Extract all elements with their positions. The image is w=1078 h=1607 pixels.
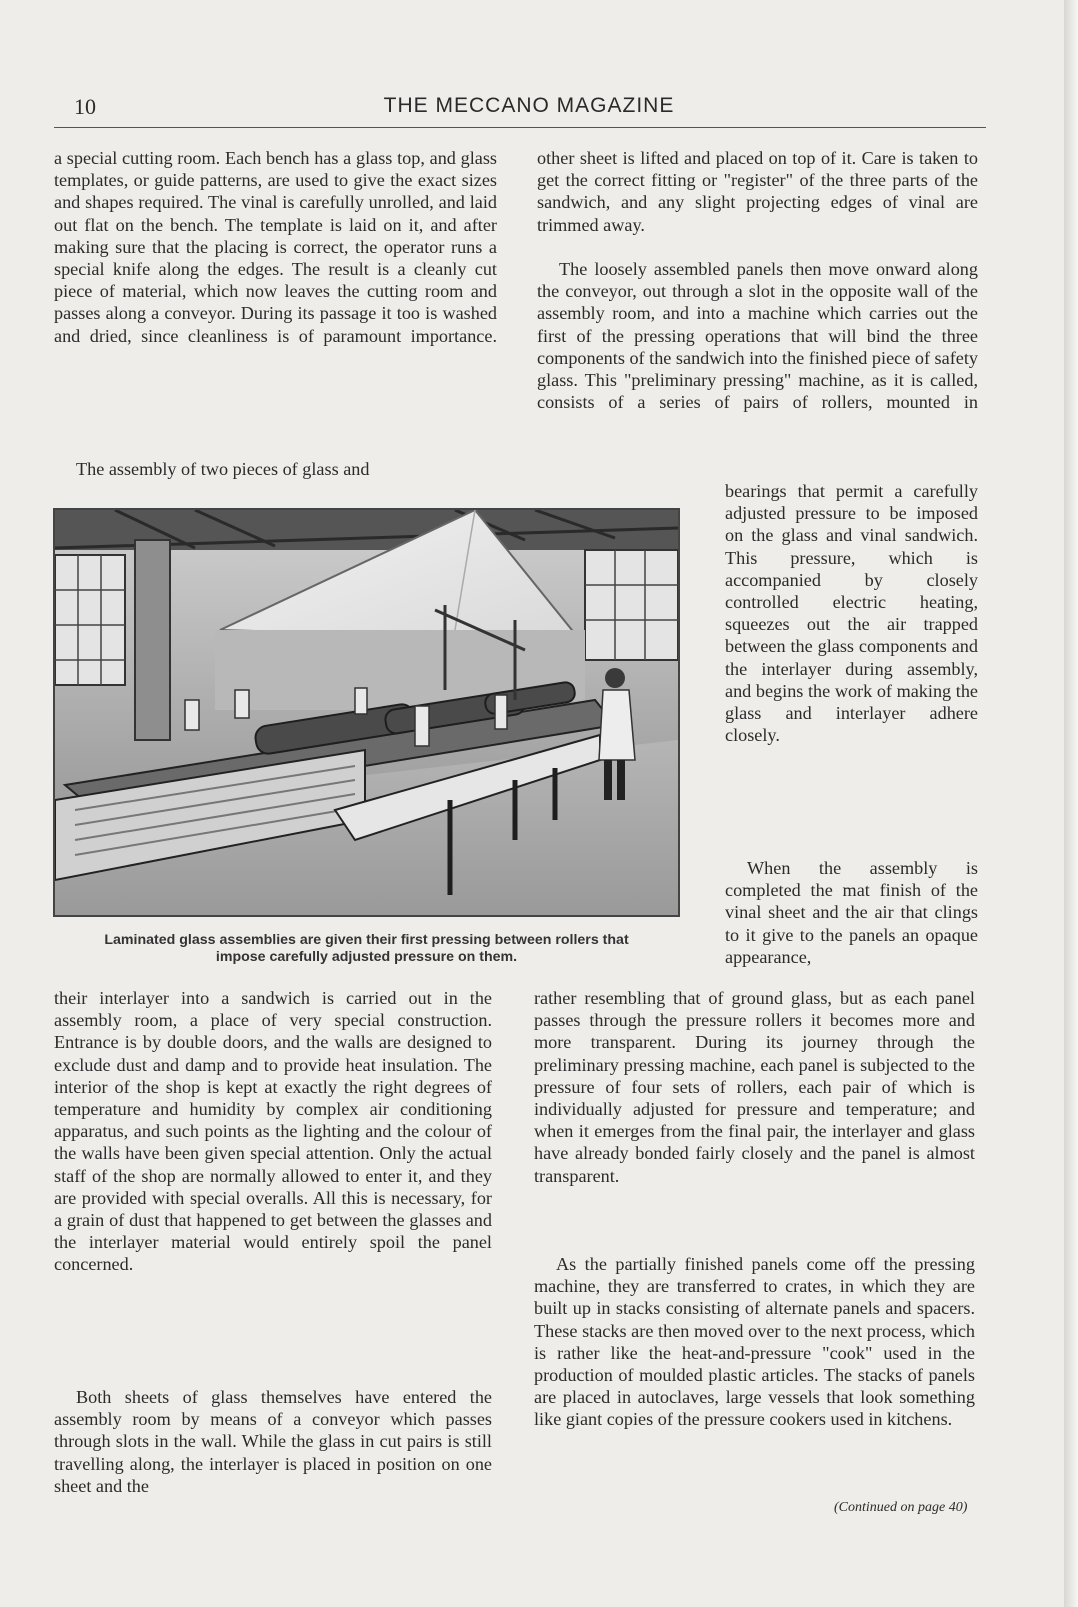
- header-rule: [54, 127, 986, 128]
- factory-photo-illustration: [55, 510, 678, 915]
- page-header: [74, 92, 984, 128]
- col1-bottom-paragraph-1: their interlayer into a sandwich is carried out in the assembly room, a place of very special construction. Entrance is by double doors, and the walls are designed to exclude dust and damp and to provide heat insulation. The interior of the shop is kept at exactly the right degrees of temperature and humidity by complex air conditioning apparatus, and such points as the lighting and the colour of the walls have been given special attention. Only the actual staff of the shop are normally allowed to enter it, and they are provided with special overalls. All this is necessary, for a grain of dust that happened to get between the glasses and the interlayer material would entirely spoil the panel concerned.: [54, 988, 492, 1275]
- col2-bottom-paragraph-2: As the partially finished panels come off the pressing machine, they are transferred to crates, in which they are built up in stacks consisting of alternate panels and spacers. These stacks are then moved over to the next process, which is rather like the heat-and-pressure "cook" used in the production of moulded plastic articles. The stacks of panels are placed in autoclaves, large vessels that look something like giant copies of the pressure cookers used in kitchens.: [534, 1254, 975, 1430]
- col2-top-paragraph-1: other sheet is lifted and placed on top of it. Care is taken to get the correct fitting or "register" of the three parts of the sandwich, and any slight projecting edges of vinal are trimmed away.: [537, 148, 978, 235]
- pressing-machine-photo: [53, 508, 680, 917]
- page-edge: [1064, 0, 1078, 1607]
- caption-line-1: Laminated glass assemblies are given their first pressing between rollers that: [104, 932, 629, 948]
- page-number: 10: [74, 94, 96, 119]
- col2-top-paragraph-2: The loosely assembled panels then move onward along the conveyor, out through a slot in the opposite wall of the assembly room, and into a machine which carries out the first of the pressing operations that will bind the three components of the sandwich into the finished piece of safety glass. This "preliminary pressing" machine, as it is called, consists of a series of pairs of rollers, mounted in: [537, 259, 978, 413]
- col2-narrow-paragraph-2: When the assembly is completed the mat finish of the vinal sheet and the air that clings to it give to the panels an opaque appearance,: [725, 858, 978, 967]
- continued-note: (Continued on page 40): [834, 1500, 968, 1515]
- col2-narrow-paragraph-1: bearings that permit a carefully adjusted pressure to be imposed on the glass and vinal sandwich. This pressure, which is accompanied by closely controlled electric heating, squeezes out the air trapped between the glass components and the interlayer during assembly, and begins the work of making the glass and interlayer adhere closely.: [725, 481, 978, 746]
- col1-bottom-paragraph-2: Both sheets of glass themselves have entered the assembly room by means of a conveyor which passes through slots in the wall. While the glass in cut pairs is still travelling along, the interlayer is placed in position on one sheet and the: [54, 1387, 492, 1496]
- photo-caption: [53, 932, 680, 966]
- col1-top-paragraph-1: a special cutting room. Each bench has a glass top, and glass templates, or guide patterns, are used to give the exact sizes and shapes required. The vinal is carefully unrolled, and laid out flat on the bench. The template is laid on it, and after making sure that the placing is correct, the operator runs a special knife along the edges. The result is a cleanly cut piece of material, which now leaves the cutting room and passes along a conveyor. During its passage it too is washed and dried, since cleanliness is of paramount importance.: [54, 148, 497, 346]
- magazine-title: THE MECCANO MAGAZINE: [383, 94, 675, 117]
- caption-line-2: impose carefully adjusted pressure on them.: [215, 949, 518, 965]
- col2-bottom-paragraph-1: rather resembling that of ground glass, but as each panel passes through the pressure rollers it becomes more and more transparent. During its journey through the preliminary pressing machine, each panel is subjected to the pressure of four sets of rollers, each pair of which is individually adjusted for pressure and temperature; and when it emerges from the final pair, the interlayer and glass have already bonded fairly closely and the panel is almost transparent.: [534, 988, 975, 1186]
- col1-top-paragraph-2: The assembly of two pieces of glass and: [76, 459, 370, 479]
